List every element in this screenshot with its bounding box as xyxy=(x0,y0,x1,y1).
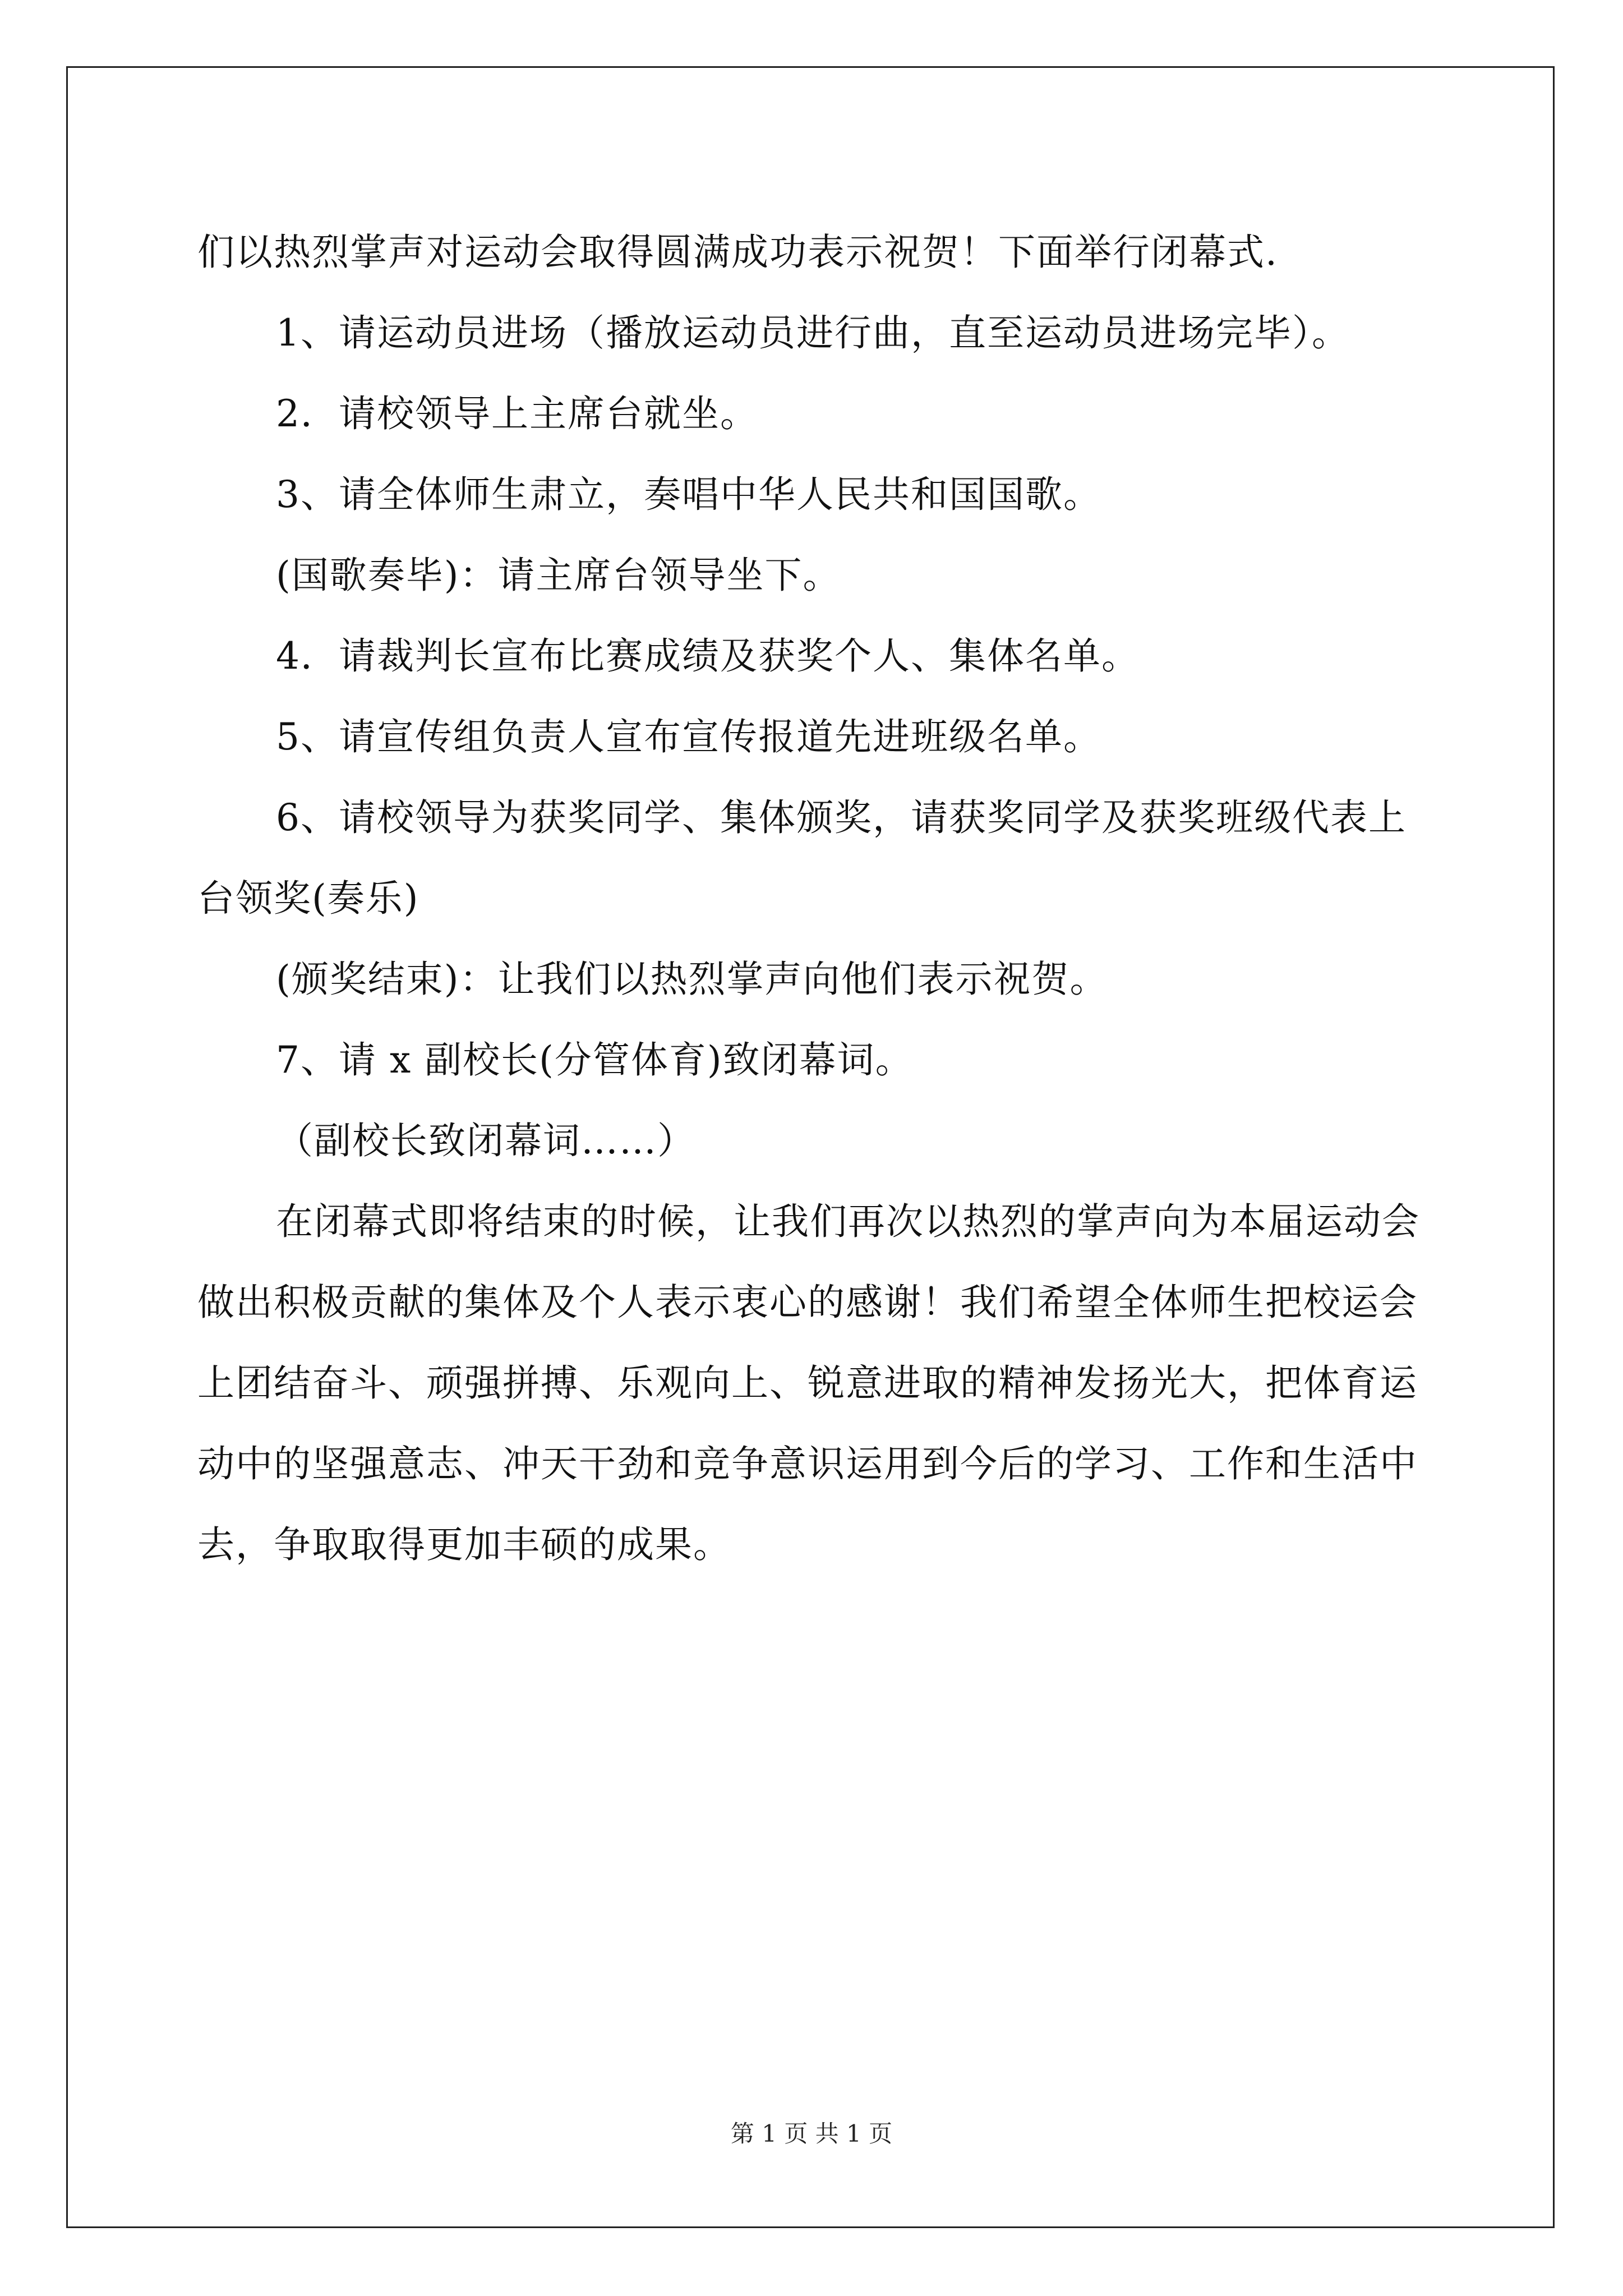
paragraph-10: 7、请 x 副校长(分管体育)致闭幕词。 xyxy=(276,1038,914,1082)
paragraph-7: 5、请宣传组负责人宣布宣传报道先进班级名单。 xyxy=(276,715,1101,758)
paragraph-2: 1、请运动员进场（播放运动员进行曲，直至运动员进场完毕）。 xyxy=(276,311,1350,355)
paragraph-12: 在闭幕式即将结束的时候，让我们再次以热烈的掌声向为本届运动会做出积极贡献的集体及个人表示衷心的感谢！我们希望全体师生把校运会上团结奋斗、顽强拼搏、乐观向上、锐意进取的精神发扬光大，把体育运动中的坚强意志、冲天干劲和竞争意识运用到今后的学习、工作和生活中去，争取取得更加丰硕的成果。 xyxy=(197,1200,1420,1566)
page-footer: 第 1 页 共 1 页 xyxy=(730,2120,893,2147)
paragraph-8: 6、请校领导为获奖同学、集体颁奖，请获奖同学及获奖班级代表上台领奖(奏乐) xyxy=(197,796,1407,920)
paragraph-11: （副校长致闭幕词……） xyxy=(276,1119,695,1162)
paragraph-6: 4．请裁判长宣布比赛成绩及获奖个人、集体名单。 xyxy=(276,634,1140,678)
paragraph-1: 们以热烈掌声对运动会取得圆满成功表示祝贺！下面举行闭幕式. xyxy=(197,231,1278,274)
paragraph-4: 3、请全体师生肃立，奏唱中华人民共和国国歌。 xyxy=(276,473,1101,516)
paragraph-3: 2．请校领导上主席台就坐。 xyxy=(276,392,758,435)
document-body xyxy=(197,212,1426,1585)
paragraph-9: (颁奖结束)：让我们以热烈掌声向他们表示祝贺。 xyxy=(276,958,1108,1001)
paragraph-5: (国歌奏毕)：请主席台领导坐下。 xyxy=(276,554,841,597)
